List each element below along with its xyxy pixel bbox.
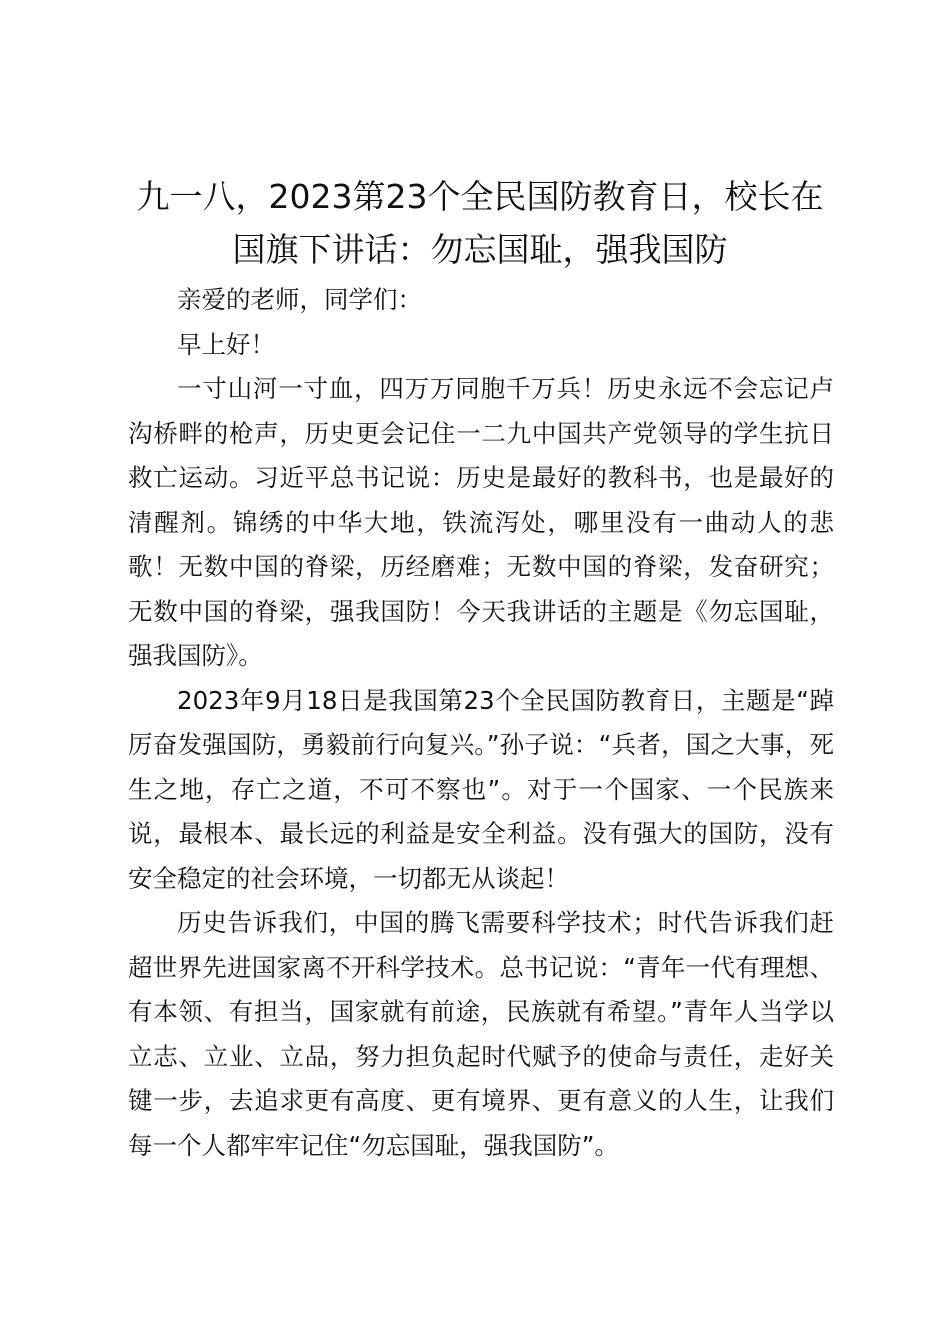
paragraph-youth: 历史告诉我们，中国的腾飞需要科学技术；时代告诉我们赶超世界先进国家离不开科学技术。总书记说：“青年一代有理想、有本领、有担当，国家就有前途，民族就有希望。”青年人当学以立志、立业、立品，努力担负起时代赋予的使命与责任，走好关键一步，去追求更有高度、更有境界、更有意义的人生，让我们每一个人都牢牢记住“勿忘国耻，强我国防”。	[128, 908, 834, 1160]
paragraph-history: 一寸山河一寸血，四万万同胞千万兵！历史永远不会忘记卢沟桥畔的枪声，历史更会记住一二九中国共产党领导的学生抗日救亡运动。习近平总书记说：历史是最好的教科书，也是最好的清醒剂。锦绣的中华大地，铁流泻处，哪里没有一曲动人的悲歌！无数中国的脊梁，历经磨难；无数中国的脊梁，发奋研究；无数中国的脊梁，强我国防！今天我讲话的主题是《勿忘国耻，强我国防》。	[128, 374, 834, 670]
document-title: 九一八，2023第23个全民国防教育日，校长在国旗下讲话：勿忘国耻，强我国防	[136, 177, 824, 269]
paragraph-greeting: 早上好！	[177, 329, 275, 359]
paragraph-defense-day: 2023年9月18日是我国第23个全民国防教育日，主题是“踔厉奋发强国防，勇毅前行向复兴。”孙子说：“兵者，国之大事，死生之地，存亡之道，不可不察也”。对于一个国家、一个民族来说，最根本、最长远的利益是安全利益。没有强大的国防，没有安全稳定的社会环境，一切都无从谈起！	[128, 685, 834, 893]
paragraph-salutation: 亲爱的老师，同学们：	[177, 285, 422, 314]
document-body	[128, 278, 834, 1168]
